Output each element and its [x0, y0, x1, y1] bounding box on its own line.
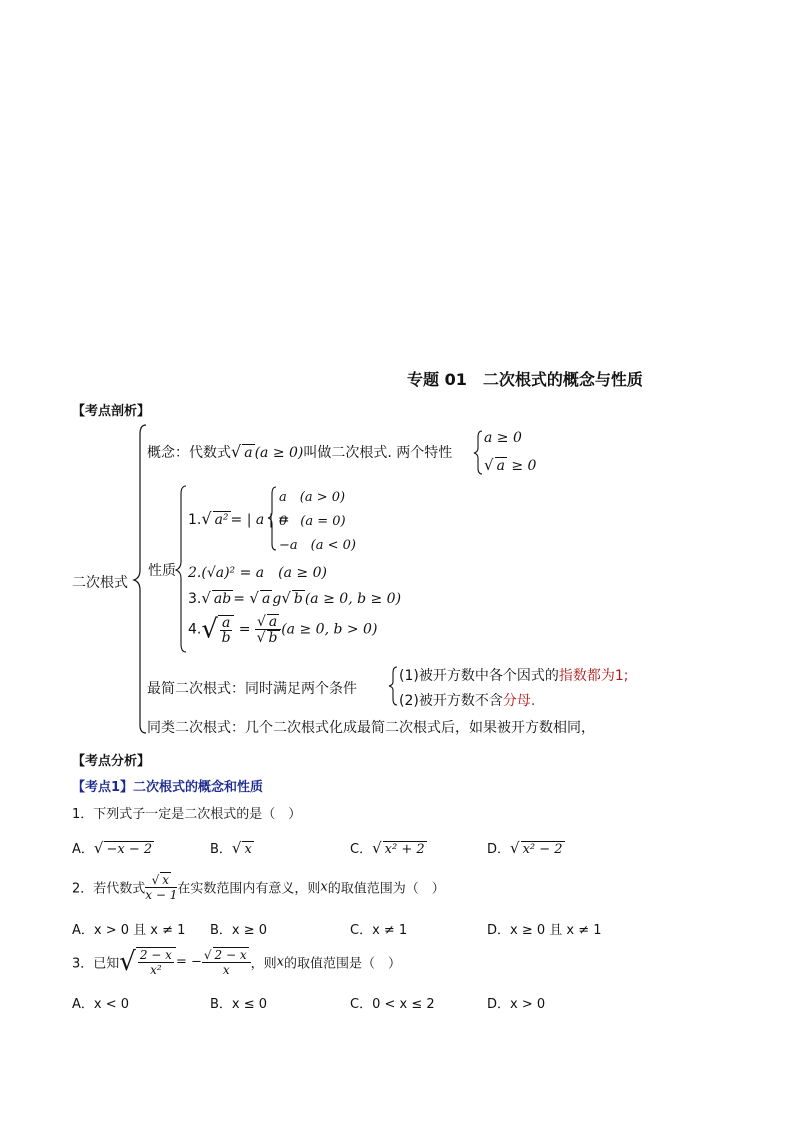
simplest-condition-2: (2)被开方数不含分母.: [399, 693, 536, 709]
page-title: 专题 01 二次根式的概念与性质: [407, 370, 643, 389]
topic-heading: 【考点1】二次根式的概念和性质: [72, 780, 264, 795]
similar-radicals-line: 同类二次根式：几个二次根式化成最简二次根式后，如果被开方数相同，: [147, 720, 595, 736]
property-2: 2.(√a)² = a (a ≥ 0): [188, 565, 327, 581]
question-3-stem: 3．已知√ $\frac{2 - x}{\text{x²}}$ = − $\frac{√ 2 - x}{x}$ ，则x的取值范围是（ ）: [72, 947, 401, 977]
abs-case-1: a (a > 0): [279, 490, 346, 505]
property-3: 3.√ ab = √ a g√ b (a ≥ 0, b ≥ 0): [188, 589, 402, 607]
property-1: 1.√ a² = | a | =: [188, 509, 290, 528]
concept-mid-text: 叫做二次根式. 两个特性: [303, 445, 453, 461]
radical-sign-icon: √: [119, 947, 136, 977]
radical-sign-icon: √: [510, 839, 520, 857]
property-4: 4.√ $\frac{a}{b}$ = $\frac{√ a}{√ b}$ (a ≥ 0, b > 0): [188, 614, 378, 646]
radical-sign-icon: √: [372, 839, 382, 857]
question-2-option-c: C．x ≠ 1: [350, 923, 408, 938]
radical-sign-icon: √: [231, 442, 242, 461]
properties-label: 性质: [148, 563, 176, 579]
question-2-option-a: A．x > 0 且 x ≠ 1: [72, 923, 186, 938]
main-brace: [134, 425, 146, 733]
section-heading-analysis: 【考点剖析】: [72, 404, 151, 419]
radical-sign-icon: √: [484, 456, 494, 474]
abs-case-3: −a (a < 0): [279, 538, 356, 553]
concept-label: 概念：代数式: [147, 445, 231, 461]
radical-sign-icon: √: [201, 614, 218, 645]
concept-radicand: a: [244, 445, 253, 461]
question-3-option-c: C．0 < x ≤ 2: [350, 997, 435, 1012]
question-3-option-a: A．x < 0: [72, 997, 130, 1012]
radical-sign-icon: √: [281, 589, 291, 607]
properties-brace: [176, 486, 186, 652]
question-3-option-d: D．x > 0: [487, 997, 546, 1012]
radical-sign-icon: √: [249, 589, 259, 607]
question-2-option-d: D．x ≥ 0 且 x ≠ 1: [487, 923, 602, 938]
question-2-option-b: B．x ≥ 0: [210, 923, 268, 938]
simplest-brace: [389, 667, 397, 705]
abs-case-2: 0 (a = 0): [279, 514, 346, 529]
simplest-label: 最简二次根式：同时满足两个条件: [147, 681, 357, 697]
radical-sign-icon: √: [93, 839, 104, 857]
radical-sign-icon: √: [231, 839, 242, 857]
question-1-option-b: B．√ x: [210, 839, 252, 857]
characteristic-brace: [474, 431, 482, 474]
simplest-condition-1: (1)被开方数中各个因式的指数都为1;: [399, 668, 629, 684]
radical-sign-icon: √: [201, 589, 211, 607]
question-1-option-d: D．√ x² − 2: [487, 839, 563, 857]
question-2-stem: 2．若代数式 $\frac{√ x}{x - 1}$ 在实数范围内有意义，则x的取值范围为（ ）: [72, 873, 445, 902]
question-1-option-c: C．√ x² + 2: [350, 839, 425, 857]
radical-sign-icon: √: [201, 509, 212, 528]
characteristic-2: √ a ≥ 0: [484, 456, 537, 474]
characteristic-1: a ≥ 0: [484, 430, 522, 446]
question-1-option-a: A．√ −x − 2: [72, 839, 153, 857]
concept-line: [147, 442, 452, 462]
question-1-stem: 1．下列式子一定是二次根式的是（ ）: [72, 807, 302, 822]
question-3-option-b: B．x ≤ 0: [210, 997, 268, 1012]
section-heading-problems: 【考点分析】: [72, 754, 151, 769]
concept-condition: (a ≥ 0): [254, 445, 304, 461]
tree-root-label: 二次根式: [72, 575, 128, 591]
